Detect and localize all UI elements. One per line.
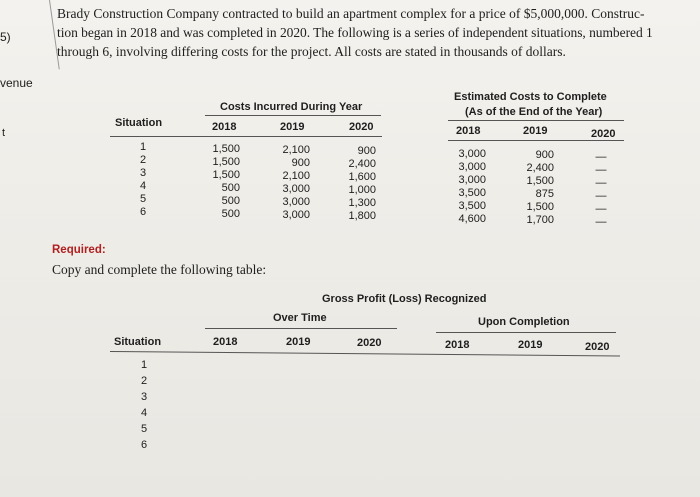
upon-completion-rule [436,332,616,333]
cost-cell: 1,500 [212,143,240,155]
table1-header-rule-left [110,136,382,137]
costs-2020-column [326,145,376,223]
completion-year-2018: 2018 [445,339,470,351]
costs-year-2020: 2020 [349,121,374,133]
table1-situation-header: Situation [115,117,163,129]
situation-number: 5 [140,423,148,435]
cost-cell: 1,000 [348,184,376,196]
intro-line-2: tion began in 2018 and was completed in 2020. The following is a series of independent situations, numbered 1 [57,25,653,40]
estimate-cell: 3,000 [458,174,486,186]
situation-number: 6 [140,439,148,451]
estimated-group-rule [448,120,624,121]
cost-cell: 1,500 [212,169,240,181]
situation-number: 1 [140,359,148,371]
table1-header-rule-right [448,140,624,141]
situation-number: 6 [139,206,147,218]
cost-cell: 1,500 [212,156,240,168]
over-time-year-2020: 2020 [357,337,382,349]
est-2020-column [592,151,610,229]
estimate-cell: 875 [535,188,554,200]
estimate-cell: 900 [535,149,554,161]
estimate-dash: — [595,177,607,189]
required-text: Copy and complete the following table: [52,262,267,277]
situation-number: 3 [139,167,147,179]
completion-year-2019: 2019 [518,339,543,351]
estimate-dash: — [595,190,607,202]
costs-group-rule [205,115,381,116]
cost-cell: 1,600 [348,171,376,183]
over-time-header: Over Time [273,312,327,324]
margin-mark: t [2,127,6,139]
cost-cell: 500 [221,208,240,220]
estimate-dash: — [595,216,607,228]
situation-number: 2 [140,375,148,387]
costs-2019-column [260,144,310,222]
estimate-cell: 1,700 [526,214,554,226]
estimate-cell: 3,500 [458,200,486,212]
intro-paragraph [57,4,653,61]
estimated-costs-header: Estimated Costs to Complete [454,91,607,103]
est-2019-column [504,149,554,227]
est-year-2020: 2020 [591,128,616,140]
table1-situation-column [136,141,150,219]
over-time-year-2018: 2018 [213,336,238,348]
table2-situation-column [137,357,151,453]
est-year-2019: 2019 [523,125,548,137]
situation-number: 5 [139,193,147,205]
estimate-cell: 3,000 [458,161,486,173]
cost-cell: 1,300 [348,197,376,209]
est-year-2018: 2018 [456,125,481,137]
situation-number: 1 [139,141,147,153]
table2-header-rule [110,351,620,356]
estimate-dash: — [595,203,607,215]
cost-cell: 500 [221,182,240,194]
estimate-cell: 4,600 [458,213,486,225]
cost-cell: 500 [221,195,240,207]
situation-number: 4 [139,180,147,192]
cost-cell: 3,000 [282,196,310,208]
costs-year-2018: 2018 [212,121,237,133]
gross-profit-title: Gross Profit (Loss) Recognized [322,293,487,305]
cost-cell: 2,100 [282,170,310,182]
table2-situation-header: Situation [114,336,162,348]
estimate-cell: 3,000 [458,148,486,160]
costs-incurred-header: Costs Incurred During Year [220,101,363,113]
cost-cell: 3,000 [282,183,310,195]
cost-cell: 3,000 [282,209,310,221]
estimate-dash: — [595,151,607,163]
intro-line-1: Brady Construction Company contracted to build an apartment complex for a price of $5,000,000. Construc- [57,6,645,21]
intro-line-3: through 6, involving differing costs for the project. All costs are stated in thousands of dollars. [57,44,566,59]
cost-cell: 2,100 [282,144,310,156]
cost-cell: 900 [357,145,376,157]
cost-cell: 2,400 [348,158,376,170]
estimate-cell: 1,500 [526,175,554,187]
cost-cell: 1,800 [348,210,376,222]
situation-number: 4 [140,407,148,419]
costs-2018-column [190,143,240,221]
estimate-cell: 1,500 [526,201,554,213]
over-time-rule [205,328,397,329]
required-label: Required: [52,244,106,256]
margin-bracket: 5) [0,30,11,44]
estimate-dash: — [595,164,607,176]
margin-revenue: venue [0,76,33,90]
est-2018-column [436,148,486,226]
estimated-costs-subheader: (As of the End of the Year) [465,106,603,118]
over-time-year-2019: 2019 [286,336,311,348]
costs-year-2019: 2019 [280,121,305,133]
estimate-cell: 3,500 [458,187,486,199]
cost-cell: 900 [291,157,310,169]
estimate-cell: 2,400 [526,162,554,174]
situation-number: 3 [140,391,148,403]
completion-year-2020: 2020 [585,341,610,353]
situation-number: 2 [139,154,147,166]
upon-completion-header: Upon Completion [478,316,570,328]
